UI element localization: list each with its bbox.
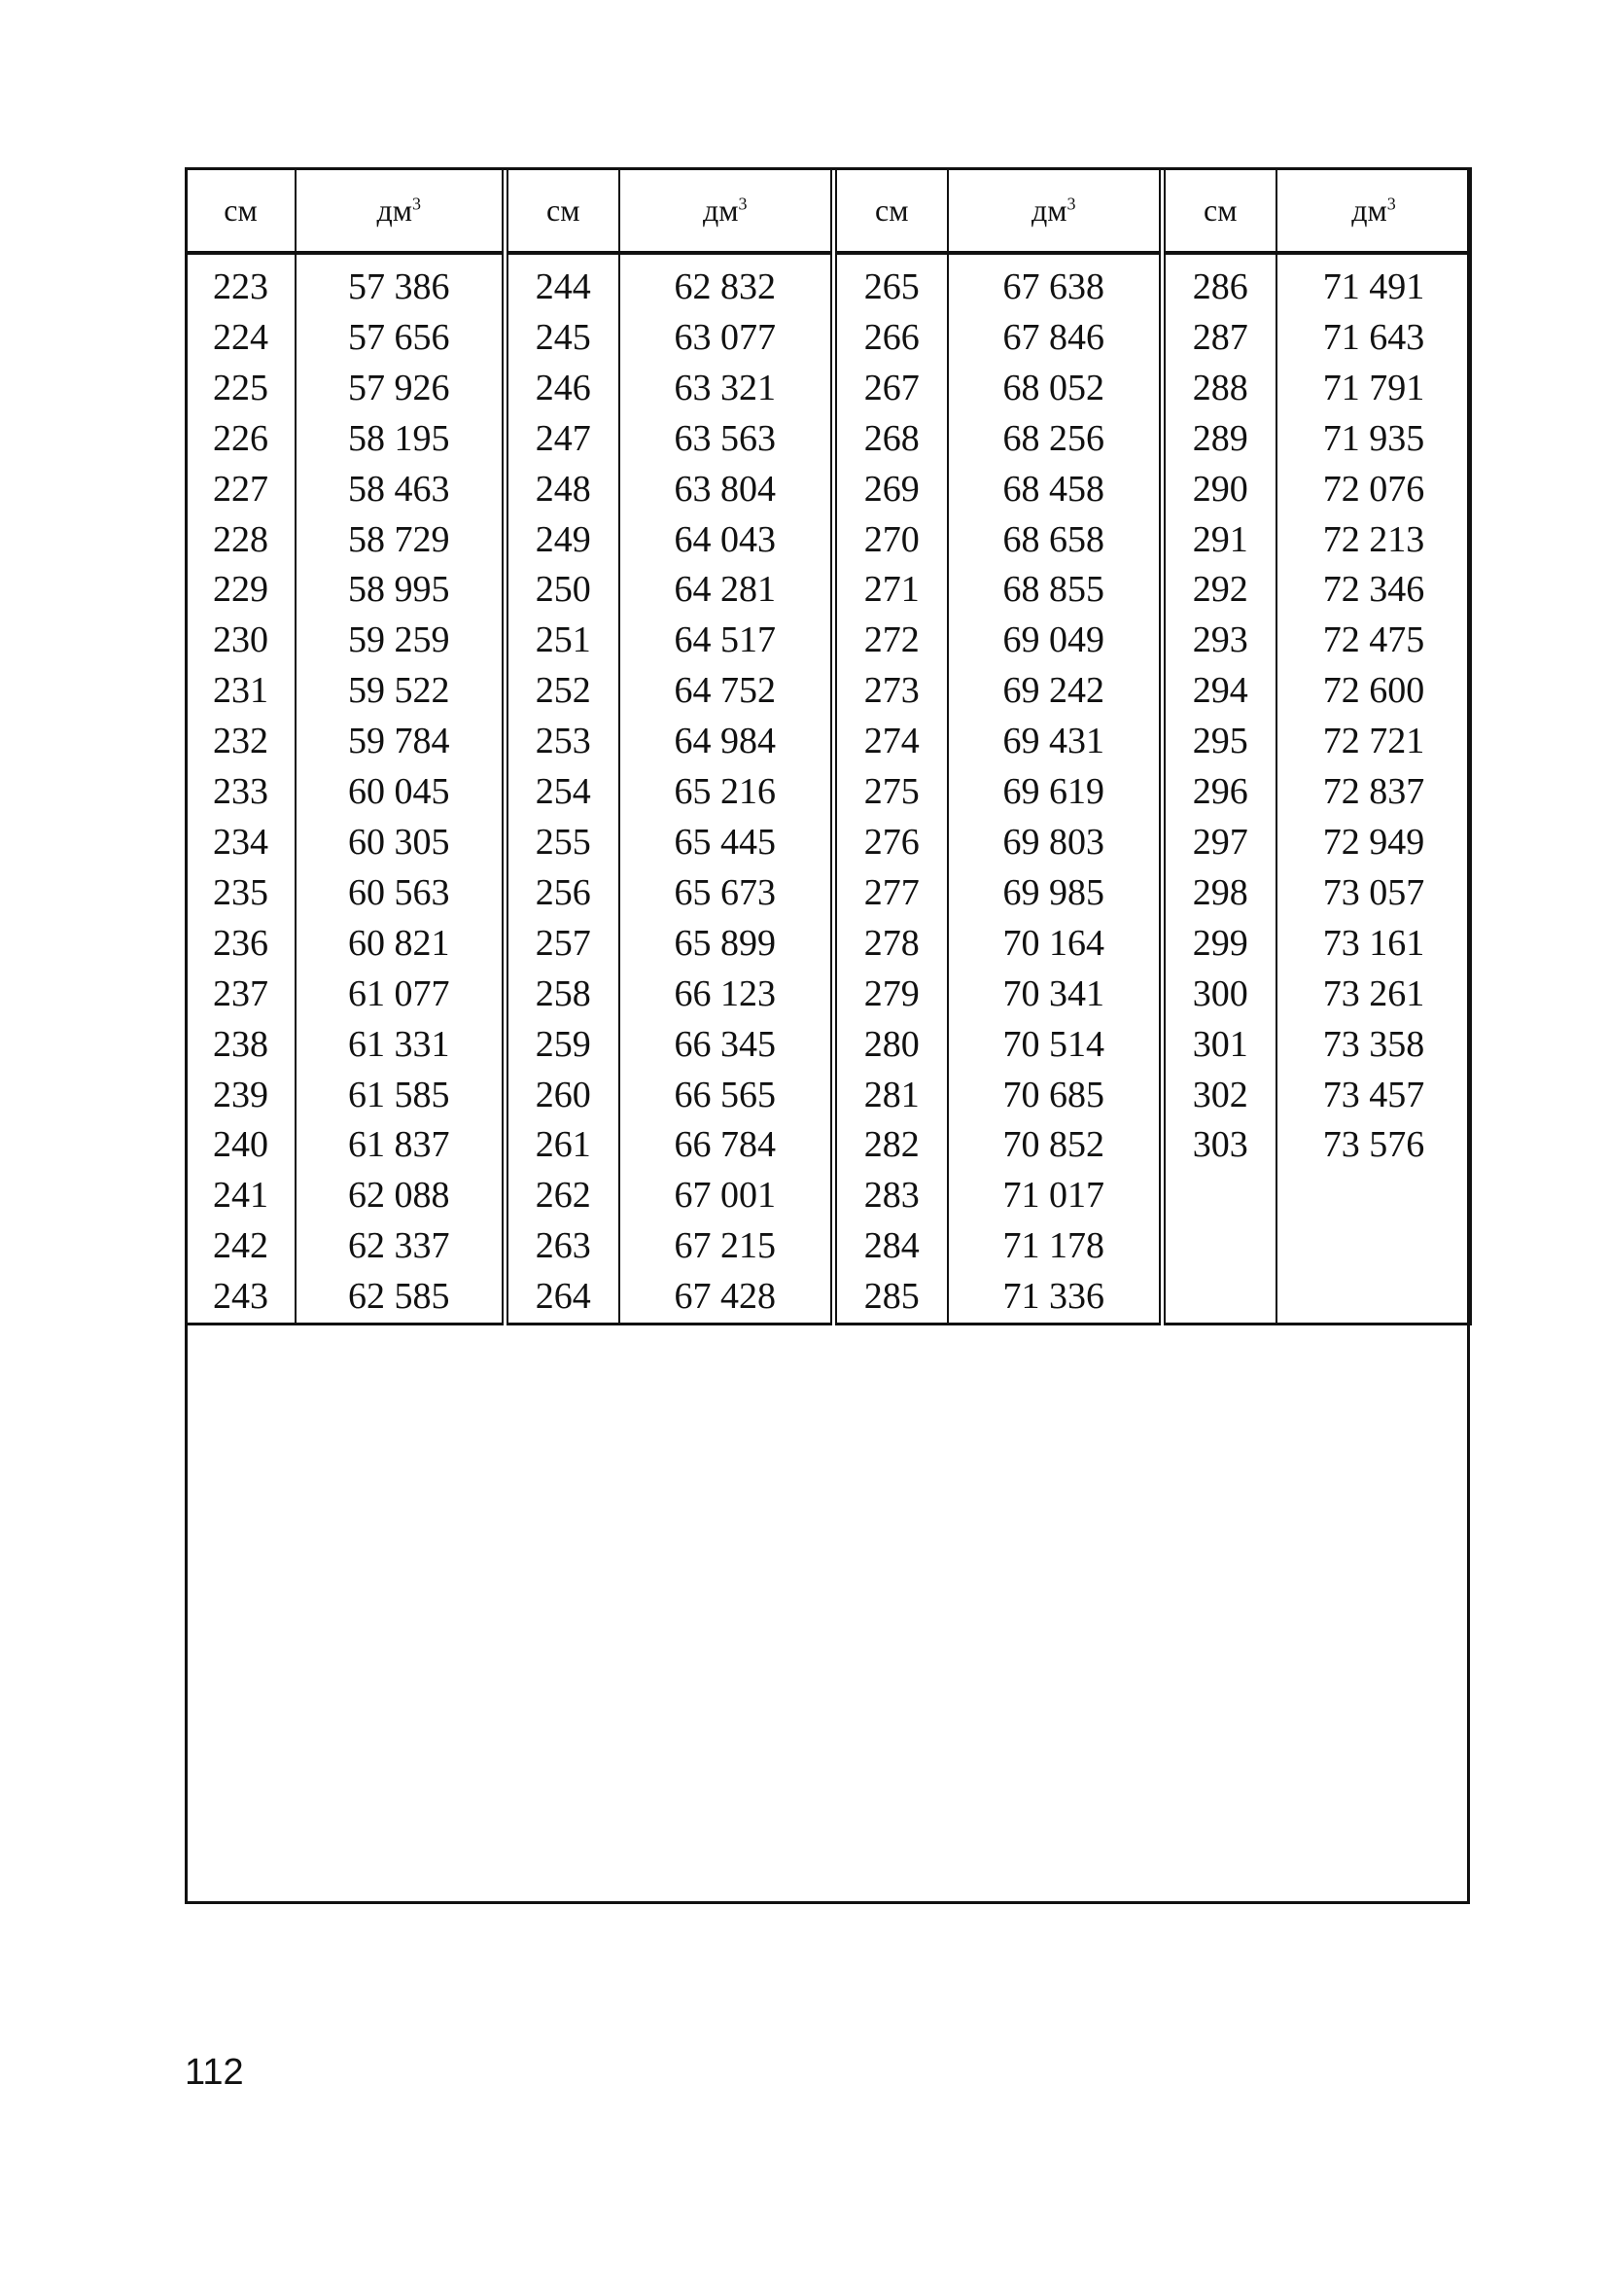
cell-volume-dm3: 63 563 [619,414,833,465]
cell-height-cm: 295 [1162,717,1276,767]
table-row [186,515,1471,566]
cell-height-cm: 231 [186,666,296,717]
cell-volume-dm3: 69 049 [948,616,1162,666]
cell-volume-dm3: 69 619 [948,767,1162,818]
cell-volume-dm3: 73 358 [1276,1020,1471,1071]
cell-volume-dm3: 59 784 [296,717,505,767]
header-dm3: $дм^3$ [1276,168,1471,253]
cell-height-cm: 232 [186,717,296,767]
cell-height-cm: 229 [186,565,296,616]
cell-height-cm: 293 [1162,616,1276,666]
cell-volume-dm3: 68 658 [948,515,1162,566]
cell-volume-dm3: 60 305 [296,818,505,868]
cell-volume-dm3: 71 178 [948,1221,1162,1272]
table-row [186,868,1471,919]
cell-height-cm: 276 [833,818,948,868]
cell-volume-dm3: 68 256 [948,414,1162,465]
cell-height-cm: 250 [505,565,619,616]
cell-height-cm: 279 [833,970,948,1020]
cell-height-cm: 296 [1162,767,1276,818]
cell-volume-dm3: 71 336 [948,1272,1162,1324]
cell-height-cm: 253 [505,717,619,767]
cell-height-cm: 270 [833,515,948,566]
cell-height-cm: 240 [186,1120,296,1171]
cell-height-cm: 297 [1162,818,1276,868]
cell-height-cm: 303 [1162,1120,1276,1171]
cell-volume-dm3: 72 837 [1276,767,1471,818]
cell-volume-dm3: 65 899 [619,919,833,970]
cell-volume-dm3: 73 457 [1276,1071,1471,1121]
cell-volume-dm3: 66 123 [619,970,833,1020]
cell-volume-dm3: 70 852 [948,1120,1162,1171]
table-row [186,1171,1471,1221]
calibration-table [185,167,1472,1325]
cell-height-cm: 290 [1162,465,1276,515]
cell-volume-dm3: 69 985 [948,868,1162,919]
cell-height-cm: 294 [1162,666,1276,717]
cell-volume-dm3: 73 261 [1276,970,1471,1020]
cell-volume-dm3: 71 643 [1276,313,1471,364]
header-dm3: $дм^3$ [619,168,833,253]
cell-height-cm: 223 [186,253,296,313]
cell-volume-dm3: 61 331 [296,1020,505,1071]
cell-volume-dm3: 57 926 [296,364,505,414]
cell-volume-dm3: 60 821 [296,919,505,970]
table-row [186,717,1471,767]
cell-height-cm: 263 [505,1221,619,1272]
cell-volume-dm3: 65 673 [619,868,833,919]
cell-volume-dm3: 70 685 [948,1071,1162,1121]
table-row [186,313,1471,364]
cell-volume-dm3: 65 445 [619,818,833,868]
table-row [186,970,1471,1020]
cell-volume-dm3: 72 076 [1276,465,1471,515]
cell-height-cm: 287 [1162,313,1276,364]
cell-height-cm: 266 [833,313,948,364]
cell-volume-dm3: 66 345 [619,1020,833,1071]
cell-height-cm: 283 [833,1171,948,1221]
cell-height-cm: 300 [1162,970,1276,1020]
cell-volume-dm3: 62 832 [619,253,833,313]
cell-volume-dm3: 64 043 [619,515,833,566]
cell-volume-dm3: 69 803 [948,818,1162,868]
cell-height-cm: 251 [505,616,619,666]
cell-volume-dm3: 68 855 [948,565,1162,616]
cell-height-cm: 244 [505,253,619,313]
header-dm3: $дм^3$ [296,168,505,253]
cell-volume-dm3: 70 514 [948,1020,1162,1071]
cell-height-cm: 249 [505,515,619,566]
cell-volume-dm3: 70 341 [948,970,1162,1020]
cell-height-cm: 225 [186,364,296,414]
cell-height-cm: 277 [833,868,948,919]
table-row [186,1272,1471,1324]
cell-volume-dm3: 72 475 [1276,616,1471,666]
cell-height-cm: 233 [186,767,296,818]
table-row [186,767,1471,818]
cell-height-cm: 254 [505,767,619,818]
cell-height-cm: 271 [833,565,948,616]
cell-volume-dm3: 61 585 [296,1071,505,1121]
table-row [186,414,1471,465]
cell-volume-dm3: 64 517 [619,616,833,666]
cell-height-cm [1162,1221,1276,1272]
cell-height-cm: 260 [505,1071,619,1121]
cell-height-cm: 228 [186,515,296,566]
cell-height-cm: 275 [833,767,948,818]
cell-volume-dm3: 58 729 [296,515,505,566]
cell-volume-dm3: 62 088 [296,1171,505,1221]
cell-height-cm: 274 [833,717,948,767]
cell-volume-dm3: 65 216 [619,767,833,818]
cell-height-cm: 255 [505,818,619,868]
cell-height-cm: 248 [505,465,619,515]
cell-height-cm: 289 [1162,414,1276,465]
cell-height-cm: 302 [1162,1071,1276,1121]
cell-height-cm: 235 [186,868,296,919]
cell-volume-dm3: 57 386 [296,253,505,313]
cell-height-cm: 237 [186,970,296,1020]
cell-height-cm: 261 [505,1120,619,1171]
cell-height-cm: 301 [1162,1020,1276,1071]
cell-height-cm: 252 [505,666,619,717]
cell-height-cm: 226 [186,414,296,465]
table-row [186,818,1471,868]
cell-volume-dm3: 63 077 [619,313,833,364]
header-dm3: $дм^3$ [948,168,1162,253]
cell-volume-dm3: 68 458 [948,465,1162,515]
cell-volume-dm3: 61 077 [296,970,505,1020]
table-row [186,666,1471,717]
cell-height-cm: 246 [505,364,619,414]
cell-height-cm: 257 [505,919,619,970]
cell-height-cm: 273 [833,666,948,717]
cell-volume-dm3: 72 346 [1276,565,1471,616]
cell-volume-dm3: 67 428 [619,1272,833,1324]
cell-volume-dm3: 63 804 [619,465,833,515]
cell-volume-dm3: 57 656 [296,313,505,364]
cell-volume-dm3: 59 522 [296,666,505,717]
cell-volume-dm3: 67 638 [948,253,1162,313]
cell-height-cm: 292 [1162,565,1276,616]
page-number: 112 [185,2052,244,2093]
cell-volume-dm3: 71 017 [948,1171,1162,1221]
table-body [186,253,1471,1325]
table-row [186,1221,1471,1272]
cell-height-cm: 298 [1162,868,1276,919]
cell-height-cm: 285 [833,1272,948,1324]
header-cm: см [186,168,296,253]
cell-volume-dm3: 60 045 [296,767,505,818]
cell-volume-dm3: 73 161 [1276,919,1471,970]
cell-volume-dm3: 60 563 [296,868,505,919]
cell-height-cm [1162,1272,1276,1324]
cell-height-cm: 262 [505,1171,619,1221]
cell-volume-dm3: 73 057 [1276,868,1471,919]
cell-volume-dm3: 66 565 [619,1071,833,1121]
cell-volume-dm3: 58 995 [296,565,505,616]
cell-volume-dm3: 72 721 [1276,717,1471,767]
cell-volume-dm3: 67 846 [948,313,1162,364]
cell-height-cm: 227 [186,465,296,515]
cell-height-cm: 230 [186,616,296,666]
cell-height-cm: 267 [833,364,948,414]
table-row [186,253,1471,313]
cell-height-cm: 239 [186,1071,296,1121]
cell-volume-dm3: 67 215 [619,1221,833,1272]
cell-volume-dm3: 66 784 [619,1120,833,1171]
table-row [186,565,1471,616]
cell-height-cm: 282 [833,1120,948,1171]
cell-height-cm: 245 [505,313,619,364]
cell-volume-dm3: 72 600 [1276,666,1471,717]
cell-volume-dm3: 71 935 [1276,414,1471,465]
header-cm: см [1162,168,1276,253]
cell-volume-dm3: 72 213 [1276,515,1471,566]
cell-height-cm: 280 [833,1020,948,1071]
cell-height-cm: 265 [833,253,948,313]
table-row [186,919,1471,970]
cell-volume-dm3: 58 195 [296,414,505,465]
cell-height-cm: 242 [186,1221,296,1272]
cell-volume-dm3: 72 949 [1276,818,1471,868]
table-row [186,364,1471,414]
cell-volume-dm3: 58 463 [296,465,505,515]
cell-volume-dm3: 63 321 [619,364,833,414]
cell-volume-dm3: 71 791 [1276,364,1471,414]
cell-height-cm: 241 [186,1171,296,1221]
cell-height-cm: 278 [833,919,948,970]
cell-height-cm: 286 [1162,253,1276,313]
cell-volume-dm3: 64 281 [619,565,833,616]
cell-volume-dm3: 62 585 [296,1272,505,1324]
cell-volume-dm3: 64 752 [619,666,833,717]
cell-height-cm: 234 [186,818,296,868]
cell-volume-dm3: 68 052 [948,364,1162,414]
cell-height-cm: 238 [186,1020,296,1071]
table-header-row [186,168,1471,253]
cell-height-cm: 247 [505,414,619,465]
cell-volume-dm3 [1276,1171,1471,1221]
cell-height-cm: 299 [1162,919,1276,970]
cell-volume-dm3 [1276,1272,1471,1324]
cell-height-cm: 281 [833,1071,948,1121]
cell-volume-dm3: 64 984 [619,717,833,767]
cell-height-cm: 268 [833,414,948,465]
table-row [186,1120,1471,1171]
cell-height-cm: 256 [505,868,619,919]
cell-height-cm: 258 [505,970,619,1020]
cell-volume-dm3: 59 259 [296,616,505,666]
header-cm: см [505,168,619,253]
header-cm: см [833,168,948,253]
cell-volume-dm3: 61 837 [296,1120,505,1171]
cell-volume-dm3: 62 337 [296,1221,505,1272]
table-row [186,465,1471,515]
cell-height-cm: 269 [833,465,948,515]
cell-volume-dm3: 73 576 [1276,1120,1471,1171]
cell-volume-dm3: 71 491 [1276,253,1471,313]
cell-height-cm: 236 [186,919,296,970]
cell-volume-dm3: 69 242 [948,666,1162,717]
table-row [186,1020,1471,1071]
cell-height-cm: 288 [1162,364,1276,414]
table-row [186,1071,1471,1121]
cell-height-cm: 284 [833,1221,948,1272]
table-row [186,616,1471,666]
cell-volume-dm3: 70 164 [948,919,1162,970]
cell-volume-dm3: 67 001 [619,1171,833,1221]
cell-height-cm: 243 [186,1272,296,1324]
cell-volume-dm3: 69 431 [948,717,1162,767]
cell-height-cm: 272 [833,616,948,666]
cell-volume-dm3 [1276,1221,1471,1272]
cell-height-cm: 224 [186,313,296,364]
cell-height-cm: 291 [1162,515,1276,566]
cell-height-cm: 259 [505,1020,619,1071]
cell-height-cm [1162,1171,1276,1221]
cell-height-cm: 264 [505,1272,619,1324]
